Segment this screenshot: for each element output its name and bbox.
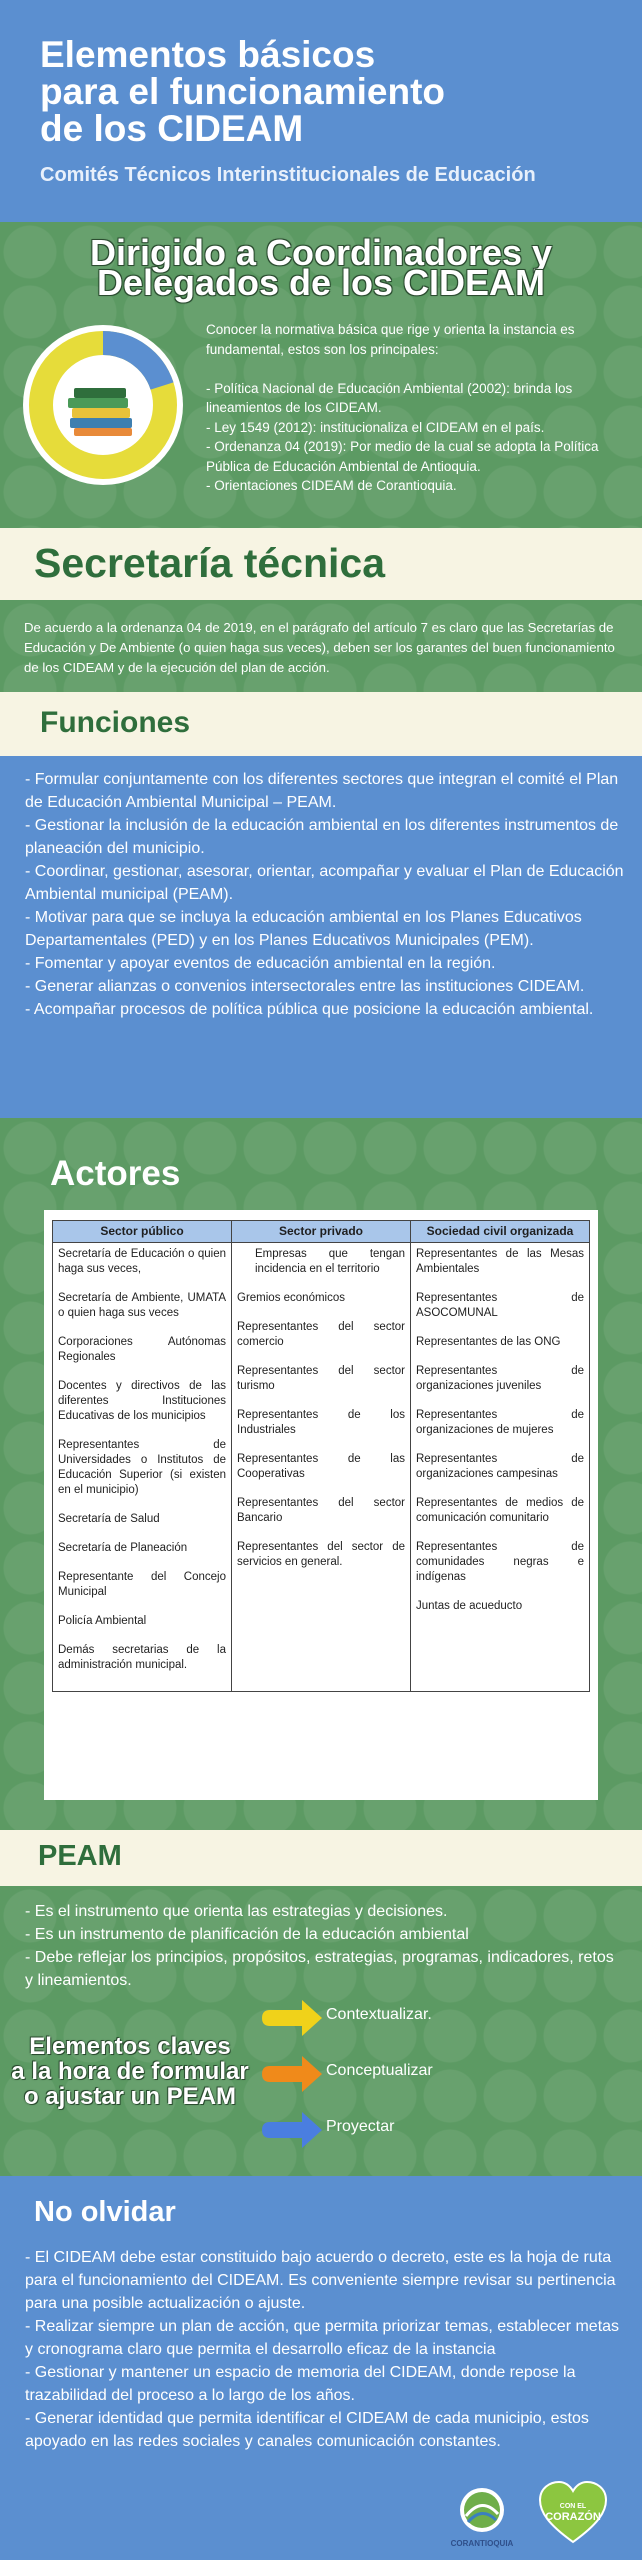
table-cell: Policía Ambiental <box>58 1615 147 1627</box>
step-label: Contextualizar. <box>326 2006 432 2023</box>
no-olvidar-list <box>25 2246 623 2453</box>
funciones-bar <box>0 692 642 756</box>
list-item: - Gestionar y mantener un espacio de memoria del CIDEAM, donde repose la trazabilidad del proceso a lo largo de los años. <box>25 2364 576 2404</box>
actores-section <box>0 1118 642 1830</box>
list-item: - El CIDEAM debe estar constituido bajo acuerdo o decreto, este es la hoja de ruta para el funcionamiento del CIDEAM. Es conveniente siempre revisar su pertinencia para una posible actualización o ajuste. <box>25 2249 616 2312</box>
table-cell: Secretaría de Educación o quien haga sus veces, <box>58 1248 226 1275</box>
list-item: - Realizar siempre un plan de acción, que permita priorizar temas, establecer metas y cronograma claro que permita el desarrollo eficaz de la instancia <box>25 2318 620 2358</box>
actores-table-card <box>44 1210 598 1800</box>
table-cell: Docentes y directivos de las diferentes Instituciones Educativas de los municipios <box>58 1380 226 1422</box>
step-label: Proyectar <box>326 2118 395 2135</box>
table-cell: Secretaría de Salud <box>58 1513 160 1525</box>
logo-text: CORANTIOQUIA <box>450 2539 514 2548</box>
table-cell: Secretaría de Planeación <box>58 1542 188 1554</box>
table-cell: Representante del Concejo Municipal <box>58 1571 226 1598</box>
list-item: - Coordinar, gestionar, asesorar, orientar, acompañar y evaluar el Plan de Educación Ambiental municipal (PEAM). <box>25 863 624 903</box>
header-section <box>0 0 642 222</box>
secretaria-bar <box>0 528 642 600</box>
table-cell: Representantes de organizaciones de mujeres <box>416 1409 584 1436</box>
table-cell: Representantes de Universidades o Institutos de Educación Superior (si existen en el municipio) <box>58 1439 226 1496</box>
table-cell: Representantes de las Mesas Ambientales <box>416 1248 584 1275</box>
table-cell: Representantes de organizaciones campesinas <box>416 1453 584 1480</box>
table-cell: Representantes de los Industriales <box>237 1409 405 1436</box>
table-cell: Demás secretarias de la administración municipal. <box>58 1644 226 1671</box>
table-cell: Representantes del sector Bancario <box>237 1497 405 1524</box>
column-header: Sector privado <box>232 1221 411 1243</box>
svg-text:CON EL: CON EL <box>559 2503 587 2510</box>
table-cell: Representantes del sector comercio <box>237 1321 405 1348</box>
column-header: Sector público <box>53 1221 232 1243</box>
list-item: - Es el instrumento que orienta las estrategias y decisiones. <box>25 1903 448 1920</box>
table-cell: Representantes del sector turismo <box>237 1365 405 1392</box>
publico-column <box>53 1243 232 1692</box>
list-item: - Generar identidad que permita identificar el CIDEAM de cada municipio, estos apoyado en las redes sociales y canales comunicación constantes. <box>25 2410 589 2450</box>
funciones-section <box>0 756 642 1118</box>
table-cell: Representantes de organizaciones juveniles <box>416 1365 584 1392</box>
normativa-text: Conocer la normativa básica que rige y orienta la instancia es fundamental, estos son los principales: - Política Nacional de Educación Ambiental (2002): brinda los lineamientos de los CIDEAM. - Ley 1549 (2012): institucionaliza el CIDEAM en el país. - Ordenanza 04 (2019): Por medio de la cual se adopta la Política Pública de Educación Ambiental de Antioquia. - Orientaciones CIDEAM de Corantioquia. <box>206 322 599 493</box>
list-item: - Acompañar procesos de política pública que posicione la educación ambiental. <box>25 1001 594 1018</box>
privado-column <box>232 1243 411 1692</box>
funciones-heading: Funciones <box>40 706 191 739</box>
table-cell: Representantes de las Cooperativas <box>237 1453 405 1480</box>
civil-column <box>411 1243 590 1692</box>
list-item: - Fomentar y apoyar eventos de educación ambiental en la región. <box>25 955 496 972</box>
main-subtitle: Comités Técnicos Interinstitucionales de Educación <box>40 164 536 186</box>
list-item: - Debe reflejar los principios, propósitos, estrategias, programas, indicadores, retos y lineamientos. <box>25 1949 614 1989</box>
no-olvidar-section <box>0 2176 642 2560</box>
dirigido-heading: Dirigido a Coordinadores y Delegados de los CIDEAM <box>89 232 553 303</box>
list-item: - Formular conjuntamente con los diferentes sectores que integran el comité el Plan de Educación Ambiental Municipal – PEAM. <box>25 771 619 811</box>
peam-section <box>0 1886 642 2176</box>
arrow-right-icon <box>258 1998 324 2038</box>
funciones-list <box>25 768 625 1021</box>
table-cell: Juntas de acueducto <box>416 1600 523 1612</box>
peam-heading: PEAM <box>38 1840 122 1872</box>
table-cell: Representantes de ASOCOMUNAL <box>416 1292 584 1319</box>
dirigido-section <box>0 222 642 528</box>
table-cell: Secretaría de Ambiente, UMATA o quien haga sus veces <box>58 1292 226 1319</box>
no-olvidar-heading: No olvidar <box>34 2196 176 2228</box>
corantioquia-logo <box>442 2486 522 2550</box>
books-icon <box>22 324 184 486</box>
table-cell: Gremios económicos <box>237 1292 346 1304</box>
list-item: - Gestionar la inclusión de la educación ambiental en los diferentes instrumentos de planeación del municipio. <box>25 817 619 857</box>
peam-bar <box>0 1830 642 1886</box>
arrow-right-icon <box>258 2054 324 2094</box>
arrow-right-icon <box>258 2110 324 2150</box>
elementos-claves-heading: Elementos claves a la hora de formular o ajustar un PEAM <box>11 2033 249 2110</box>
secretaria-text: De acuerdo a la ordenanza 04 de 2019, en el parágrafo del artículo 7 es claro que las Secretarías de Educación y De Ambiente (o quien haga sus veces), deben ser los garantes del buen funcionamiento de los CIDEAM y de la ejecución del plan de acción. <box>24 620 615 675</box>
table-cell: Corporaciones Autónomas Regionales <box>58 1336 226 1363</box>
corazon-logo <box>538 2478 608 2548</box>
actores-table <box>52 1220 590 1692</box>
table-cell: Representantes de las ONG <box>416 1336 561 1348</box>
peam-list <box>25 1900 625 1992</box>
secretaria-heading: Secretaría técnica <box>34 540 386 586</box>
step-label: Conceptualizar <box>326 2062 433 2079</box>
column-header: Sociedad civil organizada <box>411 1221 590 1243</box>
table-cell: Empresas que tengan incidencia en el territorio <box>255 1248 405 1275</box>
table-cell: Representantes de comunidades negras e indígenas <box>416 1541 584 1583</box>
table-cell: Representantes de medios de comunicación comunitario <box>416 1497 584 1524</box>
secretaria-section <box>0 600 642 692</box>
main-title: Elementos básicos para el funcionamiento de los CIDEAM <box>40 34 446 149</box>
list-item: - Motivar para que se incluya la educación ambiental en los Planes Educativos Departamentales (PED) y en los Planes Educativos Municipales (PEM). <box>25 909 582 949</box>
list-item: - Generar alianzas o convenios intersectorales entre las instituciones CIDEAM. <box>25 978 585 995</box>
actores-heading: Actores <box>50 1154 181 1193</box>
table-cell: Representantes del sector de servicios en general. <box>237 1541 405 1568</box>
svg-text:CORAZÓN: CORAZÓN <box>545 2511 601 2523</box>
list-item: - Es un instrumento de planificación de la educación ambiental <box>25 1926 469 1943</box>
